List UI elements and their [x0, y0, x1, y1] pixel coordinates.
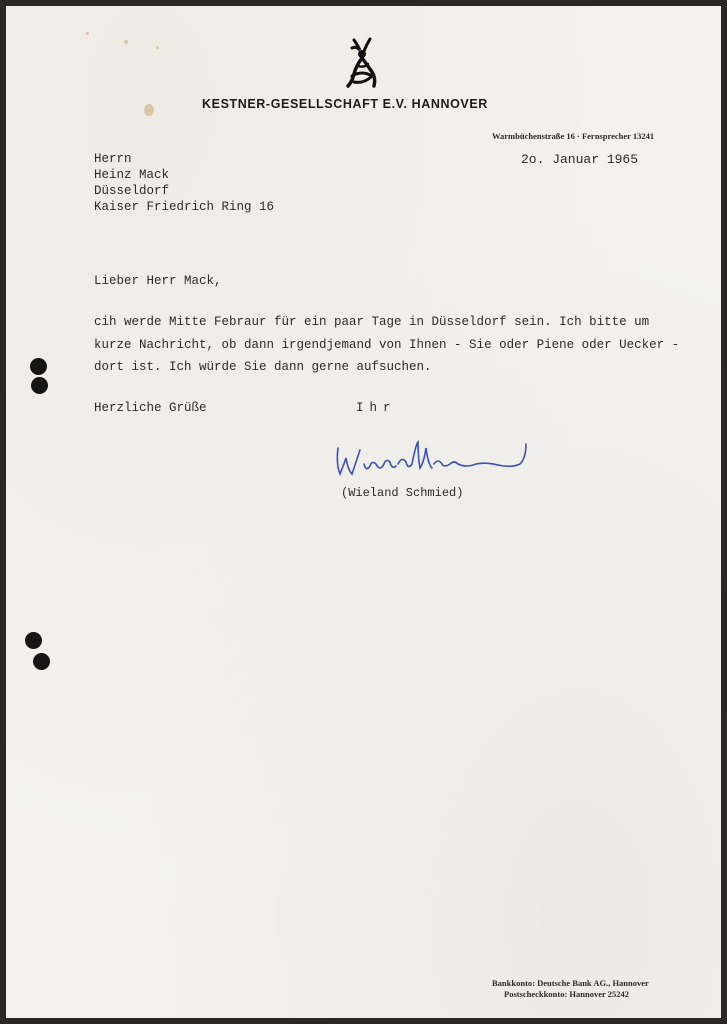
letter-sheet [6, 6, 721, 1018]
letterhead-address: Warmbüchenstraße 16 · Fernsprecher 13241 [492, 131, 655, 141]
letter-date: 2o. Januar 1965 [521, 152, 639, 167]
paper-stain [144, 104, 154, 116]
closing-word: Ihr [356, 401, 397, 415]
kestner-logo-icon [342, 36, 382, 92]
paper-stain [124, 40, 128, 44]
recipient-block [94, 151, 274, 215]
recipient-line: Heinz Mack [94, 168, 170, 182]
recipient-line: Düsseldorf [94, 184, 170, 198]
closing: Herzliche Grüße [94, 401, 207, 415]
typed-signature-name: (Wieland Schmied) [341, 486, 464, 500]
punch-hole [25, 632, 42, 649]
punch-hole [33, 653, 50, 670]
salutation: Lieber Herr Mack, [94, 274, 222, 288]
recipient-line: Herrn [94, 152, 132, 166]
punch-hole [31, 377, 48, 394]
footer-line: Postscheckkonto: Hannover 25242 [504, 989, 629, 999]
body-line: dort ist. Ich würde Sie dann gerne aufsuchen. [94, 360, 432, 374]
punch-hole [30, 358, 47, 375]
letter-body [94, 311, 679, 379]
footer-bank-details [492, 978, 649, 1000]
body-line: cih werde Mitte Febraur für ein paar Tage in Düsseldorf sein. Ich bitte um [94, 315, 650, 329]
recipient-line: Kaiser Friedrich Ring 16 [94, 200, 275, 214]
handwritten-signature [326, 434, 536, 486]
organization-name: KESTNER-GESELLSCHAFT E.V. HANNOVER [202, 97, 488, 111]
paper-stain [156, 46, 159, 49]
paper-stain [86, 32, 89, 35]
footer-line: Bankkonto: Deutsche Bank AG., Hannover [492, 978, 649, 988]
body-line: kurze Nachricht, ob dann irgendjemand von Ihnen - Sie oder Piene oder Uecker - [94, 337, 680, 352]
